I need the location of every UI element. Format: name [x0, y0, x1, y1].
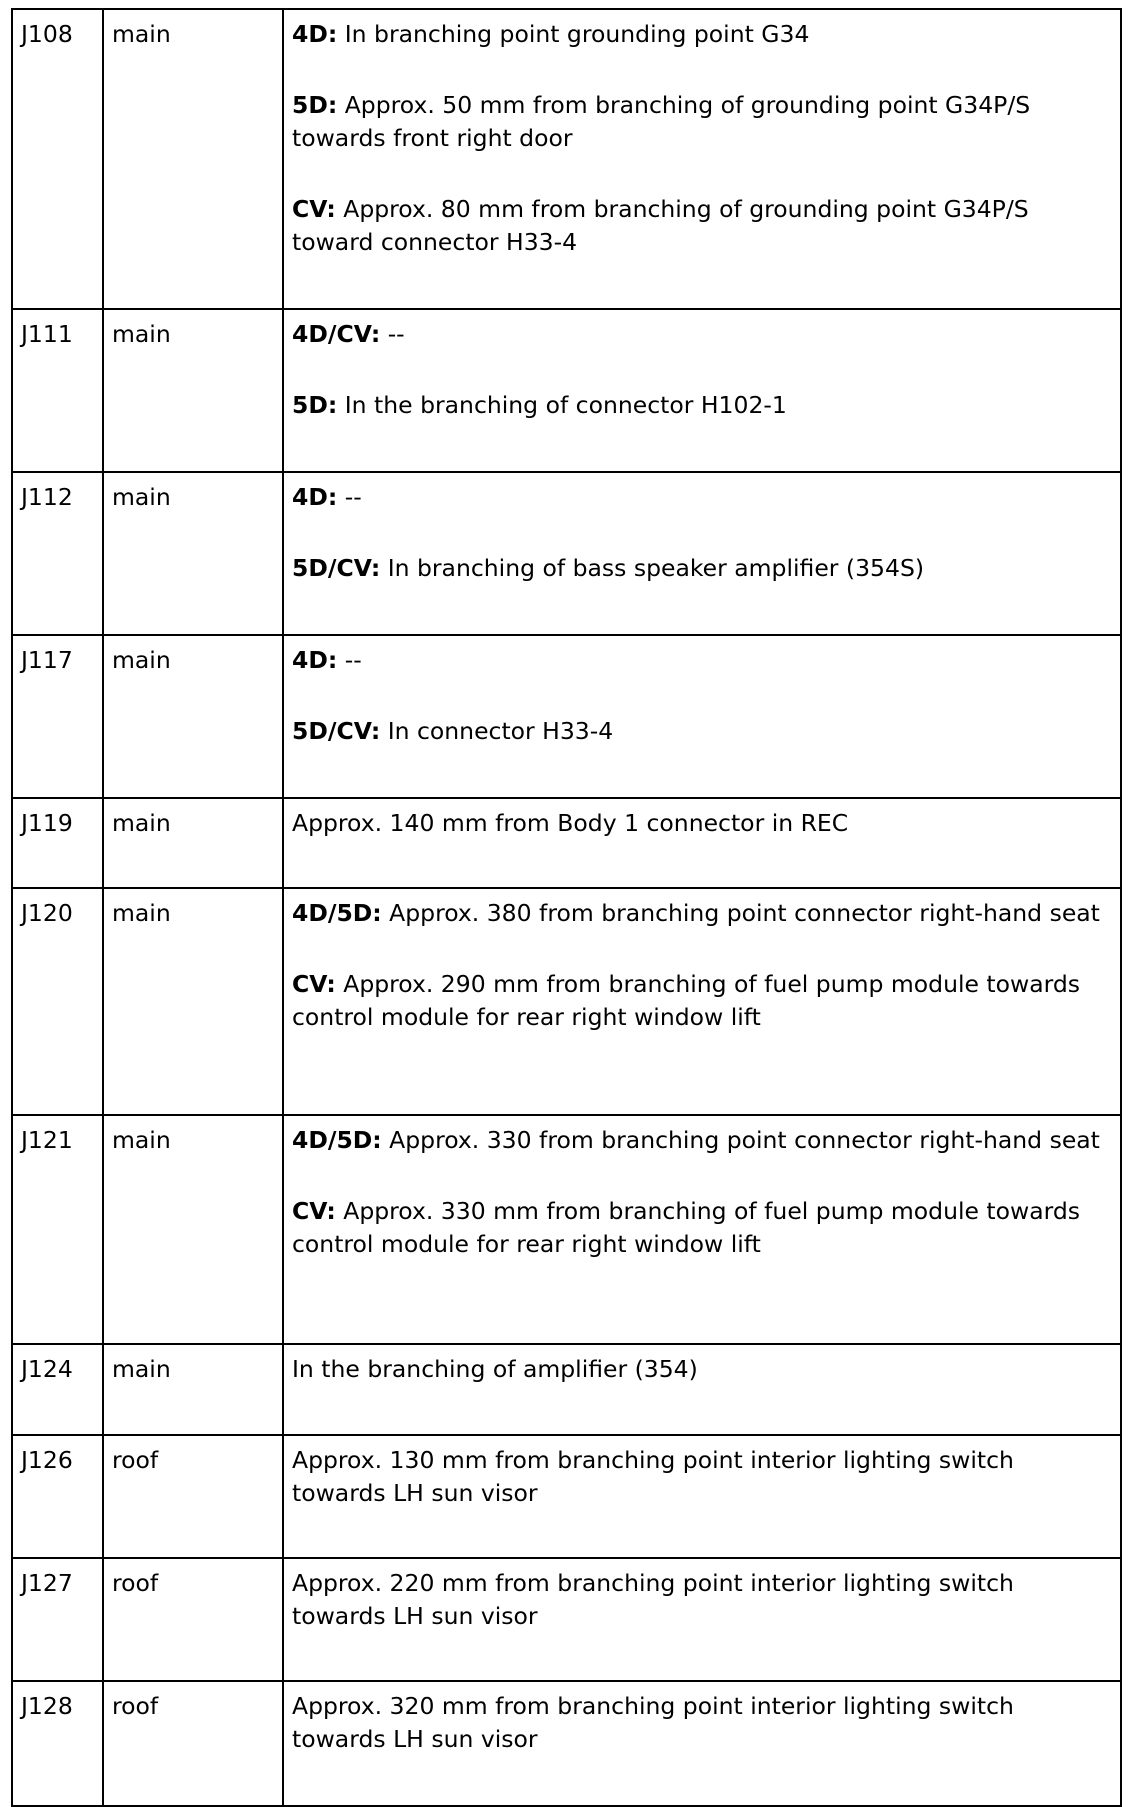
location-description — [283, 888, 1121, 1115]
location-text: Approx. 140 mm from Body 1 connector in REC — [292, 809, 849, 837]
variant-label: 5D: — [292, 91, 338, 119]
harness-name: roof — [103, 1435, 283, 1558]
variant-label: 5D/CV: — [292, 717, 381, 745]
splice-location-table — [11, 8, 1122, 1807]
location-description — [283, 472, 1121, 635]
variant-label: 4D: — [292, 646, 338, 674]
location-description — [283, 798, 1121, 888]
splice-id: J117 — [12, 635, 103, 798]
harness-name: roof — [103, 1558, 283, 1681]
location-paragraph — [292, 481, 1112, 514]
location-text: -- — [380, 320, 405, 348]
harness-name: main — [103, 309, 283, 472]
location-text: Approx. 220 mm from branching point interior lighting switch towards LH sun visor — [292, 1569, 1014, 1630]
harness-name: main — [103, 888, 283, 1115]
splice-id: J112 — [12, 472, 103, 635]
location-text: -- — [337, 646, 362, 674]
location-paragraph — [292, 968, 1112, 1034]
harness-name: main — [103, 1115, 283, 1344]
variant-label: 5D/CV: — [292, 554, 381, 582]
harness-name: main — [103, 9, 283, 309]
splice-id: J126 — [12, 1435, 103, 1558]
location-text: Approx. 130 mm from branching point interior lighting switch towards LH sun visor — [292, 1446, 1014, 1507]
location-paragraph — [292, 1690, 1112, 1756]
variant-label: CV: — [292, 195, 336, 223]
variant-label: 4D/CV: — [292, 320, 381, 348]
table-row — [12, 1681, 1121, 1806]
location-text: In branching point grounding point G34 — [337, 20, 810, 48]
location-description — [283, 1558, 1121, 1681]
location-paragraph — [292, 18, 1112, 51]
location-paragraph — [292, 552, 1112, 585]
variant-label: 4D: — [292, 20, 338, 48]
splice-id: J127 — [12, 1558, 103, 1681]
location-paragraph — [292, 897, 1112, 930]
variant-label: 4D/5D: — [292, 1126, 382, 1154]
location-text: Approx. 320 mm from branching point interior lighting switch towards LH sun visor — [292, 1692, 1014, 1753]
variant-label: 4D/5D: — [292, 899, 382, 927]
location-paragraph — [292, 1444, 1112, 1510]
location-paragraph — [292, 1124, 1112, 1157]
location-paragraph — [292, 318, 1112, 351]
location-paragraph — [292, 807, 1112, 840]
table-row — [12, 309, 1121, 472]
location-text: In the branching of amplifier (354) — [292, 1355, 698, 1383]
splice-id: J111 — [12, 309, 103, 472]
location-description — [283, 1115, 1121, 1344]
splice-id: J124 — [12, 1344, 103, 1435]
location-paragraph — [292, 389, 1112, 422]
table-row — [12, 1344, 1121, 1435]
splice-id: J119 — [12, 798, 103, 888]
harness-name: main — [103, 1344, 283, 1435]
location-text: Approx. 50 mm from branching of grounding point G34P/S towards front right door — [292, 91, 1031, 152]
location-text: In the branching of connector H102-1 — [337, 391, 787, 419]
location-paragraph — [292, 89, 1112, 155]
splice-id: J120 — [12, 888, 103, 1115]
harness-name: main — [103, 472, 283, 635]
location-text: Approx. 290 mm from branching of fuel pump module towards control module for rear right window lift — [292, 970, 1081, 1031]
location-text: Approx. 380 from branching point connector right-hand seat — [381, 899, 1100, 927]
harness-name: main — [103, 798, 283, 888]
location-text: -- — [337, 483, 362, 511]
location-paragraph — [292, 1353, 1112, 1386]
location-paragraph — [292, 1195, 1112, 1261]
table-row — [12, 1435, 1121, 1558]
location-text: Approx. 80 mm from branching of grounding point G34P/S toward connector H33-4 — [292, 195, 1029, 256]
variant-label: 5D: — [292, 391, 338, 419]
location-description — [283, 1435, 1121, 1558]
location-text: Approx. 330 mm from branching of fuel pump module towards control module for rear right window lift — [292, 1197, 1081, 1258]
location-description — [283, 635, 1121, 798]
table-row — [12, 635, 1121, 798]
table-row — [12, 1115, 1121, 1344]
harness-name: main — [103, 635, 283, 798]
location-description — [283, 1344, 1121, 1435]
table-row — [12, 472, 1121, 635]
variant-label: CV: — [292, 970, 336, 998]
location-text: In connector H33-4 — [380, 717, 614, 745]
location-description — [283, 9, 1121, 309]
location-paragraph — [292, 644, 1112, 677]
location-text: In branching of bass speaker amplifier (354S) — [380, 554, 925, 582]
location-paragraph — [292, 193, 1112, 259]
table-row — [12, 798, 1121, 888]
variant-label: 4D: — [292, 483, 338, 511]
location-paragraph — [292, 715, 1112, 748]
location-description — [283, 1681, 1121, 1806]
splice-id: J108 — [12, 9, 103, 309]
splice-id: J128 — [12, 1681, 103, 1806]
table-row — [12, 888, 1121, 1115]
table-row — [12, 1558, 1121, 1681]
splice-id: J121 — [12, 1115, 103, 1344]
location-paragraph — [292, 1567, 1112, 1633]
location-text: Approx. 330 from branching point connector right-hand seat — [381, 1126, 1100, 1154]
table-row — [12, 9, 1121, 309]
harness-name: roof — [103, 1681, 283, 1806]
location-description — [283, 309, 1121, 472]
variant-label: CV: — [292, 1197, 336, 1225]
